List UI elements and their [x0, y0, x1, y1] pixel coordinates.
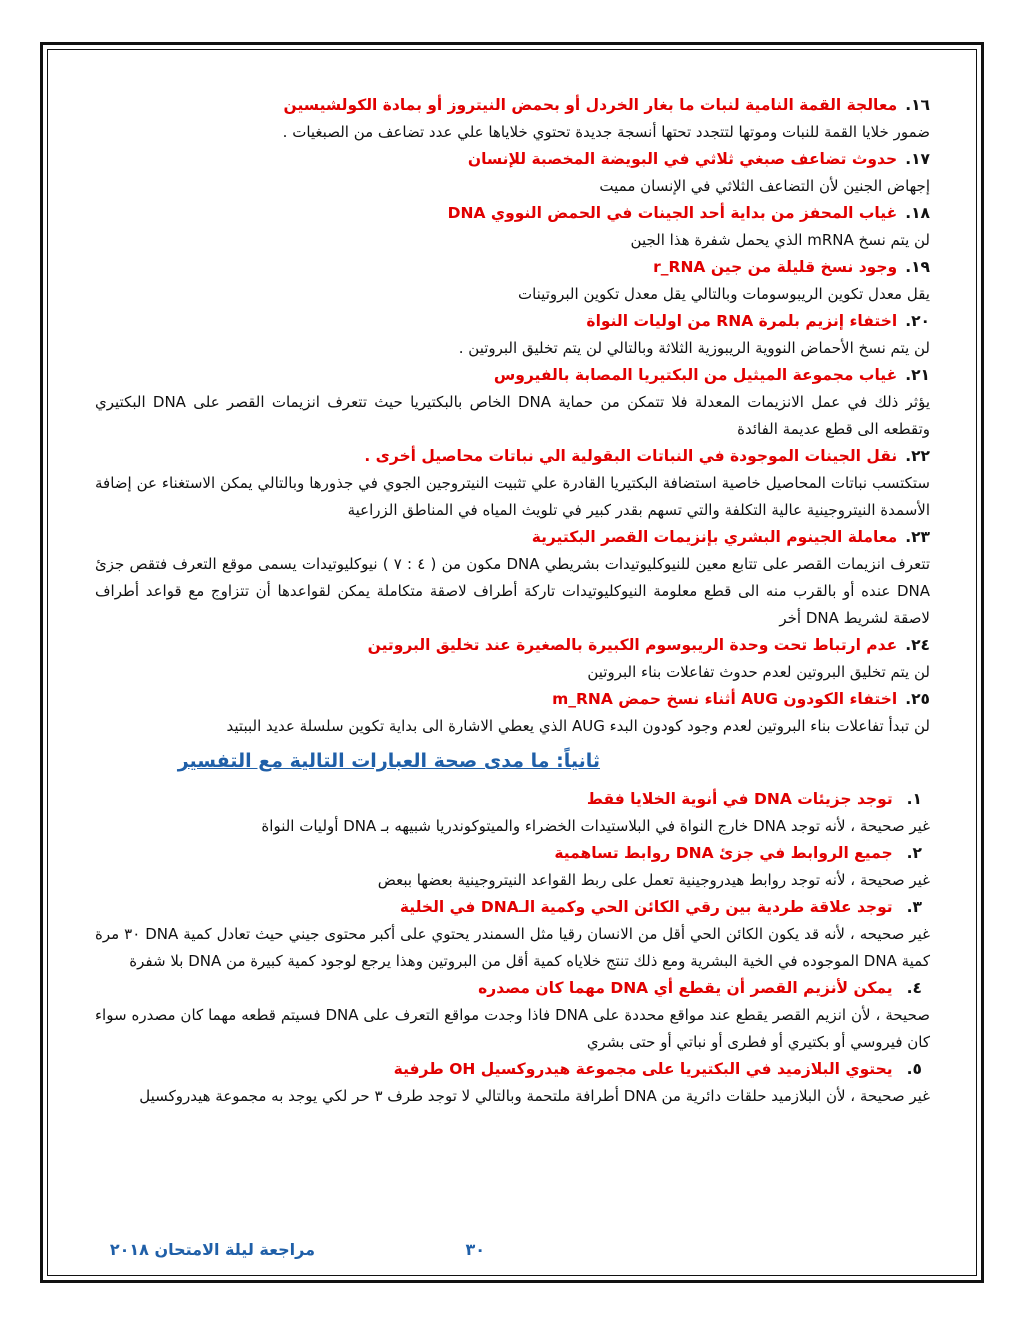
question-heading	[95, 200, 930, 227]
question-item	[95, 254, 930, 308]
question-text: غياب المحفز من بداية أحد الجينات في الحمض النووي DNA	[447, 204, 898, 222]
question-text: وجود نسخ قليلة من جين r_RNA	[653, 258, 898, 276]
answer-text: لن تبدأ تفاعلات بناء البروتين لعدم وجود كودون البدء AUG الذي يعطي الاشارة الى بداية تكوين سلسلة عديد الببتيد	[226, 717, 930, 735]
question-text: معالجة القمة النامية لنبات ما بغار الخردل أو بحمض النيتروز أو بمادة الكولشيسين	[283, 96, 898, 114]
question-item	[95, 200, 930, 254]
footer-title: مراجعة ليلة الامتحان ٢٠١٨	[109, 1240, 315, 1259]
question-text: يمكن لأنزيم القصر أن يقطع أي DNA مهما كان مصدره	[478, 979, 893, 997]
question-heading	[95, 632, 930, 659]
question-heading	[95, 1056, 922, 1083]
question-heading	[95, 254, 930, 281]
question-heading	[95, 308, 930, 335]
question-text: اختفاء الكودون AUG أثناء نسخ حمض m_RNA	[552, 690, 898, 708]
question-text: توجد جزيئات DNA في أنوية الخلايا فقط	[586, 790, 893, 808]
answer-text: غير صحيحه ، لأنه قد يكون الكائن الحي أقل من الانسان رقيا مثل السمندر يحتوي على أكبر محتوى جيني حيث تعادل كمية DNA ٣٠ مرة كمية DNA الموجوده في الخية البشرية ومع ذلك تنتج خلاياه كمية أقل من البروتين وهذا يرجع لوجود كمية كبيرة من DNA بلا شفرة	[95, 925, 930, 970]
answer-text: يؤثر ذلك في عمل الانزيمات المعدلة فلا تتمكن من حماية DNA الخاص بالبكتيريا حيث تتعرف انزيمات القصر على DNA البكتيري وتقطعه الى قطع عديمة الفائدة	[95, 393, 930, 438]
answer-text: لن يتم نسخ الأحماض النووية الريبوزية الثلاثة وبالتالي لن يتم تخليق البروتين .	[458, 339, 930, 357]
answer-text: لن يتم نسخ mRNA الذي يحمل شفرة هذا الجين	[630, 231, 930, 249]
answer-text: ستكتسب نباتات المحاصيل خاصية استضافة البكتيريا القادرة علي تثبيت النيتروجين الجوي في جذورها وبالتالي يمكن الاستغناء عن إضافة الأسمدة النيتروجينية عالية التكلفة والتي تسهم بقدر كبير في تلويث المياه في المناطق الزراعية	[95, 474, 930, 519]
question-number: ٢٤.	[905, 636, 930, 654]
question-number: ٥.	[906, 1060, 922, 1078]
question-heading	[95, 443, 930, 470]
question-text: نقل الجينات الموجودة في النباتات البقولية الي نباتات محاصيل أخرى .	[364, 447, 898, 465]
answer-text: ضمور خلايا القمة للنبات وموتها لتتجدد تحتها أنسجة جديدة تحتوي خلاياها علي عدد تضاعف من الصبغيات .	[282, 123, 930, 141]
question-item	[95, 146, 930, 200]
answer-text: غير صحيحة ، لأنه توجد DNA خارج النواة في البلاستيدات الخضراء والميتوكوندريا شبيهه بـ DNA أوليات النواة	[261, 817, 930, 835]
section-true-false	[95, 786, 930, 1110]
answer-text: صحيحة ، لأن انزيم القصر يقطع عند مواقع محددة على DNA فاذا وجدت مواقع التعرف على DNA فسيتم قطعه مهما كان مصدره سواء كان فيروسي أو بكتيري أو فطرى أو نباتي أو حتى بشري	[95, 1006, 930, 1051]
question-heading	[95, 975, 922, 1002]
page-content	[95, 92, 930, 1110]
question-text: غياب مجموعة الميثيل من البكتيريا المصابة بالفيروس	[493, 366, 898, 384]
question-item	[95, 686, 930, 740]
answer-text: غير صحيحة ، لأن البلازميد حلقات دائرية من DNA أطرافة ملتحمة وبالتالي لا توجد طرف ٣ حر لكي يوجد به مجموعة هيدروكسيل	[139, 1087, 930, 1105]
question-heading	[95, 362, 930, 389]
question-number: ١٦.	[905, 96, 930, 114]
question-text: معاملة الجينوم البشري بإنزيمات القصر البكتيرية	[531, 528, 898, 546]
question-number: ٢٢.	[905, 447, 930, 465]
question-number: ٢٣.	[905, 528, 930, 546]
question-item	[95, 362, 930, 443]
question-text: جميع الروابط في جزئ DNA روابط تساهمية	[554, 844, 893, 862]
question-number: ١٨.	[905, 204, 930, 222]
question-item	[95, 524, 930, 632]
section-title: ثانياً: ما مدى صحة العبارات التالية مع التفسير	[177, 750, 600, 772]
answer-text: لن يتم تخليق البروتين لعدم حدوث تفاعلات بناء البروتين	[587, 663, 930, 681]
question-number: ٢.	[906, 844, 922, 862]
question-heading	[95, 786, 922, 813]
question-item	[95, 786, 930, 840]
page-number: ٣٠	[465, 1240, 485, 1259]
question-heading	[95, 686, 930, 713]
question-number: ٤.	[906, 979, 922, 997]
question-item	[95, 443, 930, 524]
question-number: ٣.	[906, 898, 922, 916]
question-number: ٢٥.	[905, 690, 930, 708]
page-footer	[95, 1240, 930, 1266]
section-explanations	[95, 92, 930, 740]
question-heading	[95, 92, 930, 119]
question-heading	[95, 146, 930, 173]
question-item	[95, 308, 930, 362]
question-heading	[95, 840, 922, 867]
question-item	[95, 92, 930, 146]
question-heading	[95, 894, 922, 921]
question-number: ١٧.	[905, 150, 930, 168]
question-text: اختفاء إنزيم بلمرة RNA من اوليات النواة	[586, 312, 898, 330]
answer-text: إجهاض الجنين لأن التضاعف الثلاثي في الإنسان مميت	[599, 177, 930, 195]
question-item	[95, 894, 930, 975]
question-text: توجد علاقة طردية بين رقي الكائن الحي وكمية الـDNA في الخلية	[399, 898, 893, 916]
question-text: عدم ارتباط تحت وحدة الريبوسوم الكبيرة بالصغيرة عند تخليق البروتين	[367, 636, 898, 654]
question-text: يحتوي البلازميد في البكتيريا على مجموعة هيدروكسيل OH طرفية	[393, 1060, 893, 1078]
question-item	[95, 975, 930, 1056]
question-heading	[95, 524, 930, 551]
answer-text: غير صحيحة ، لأنه توجد روابط هيدروجينية تعمل على ربط القواعد النيتروجينية بعضها ببعض	[377, 871, 930, 889]
question-item	[95, 1056, 930, 1110]
answer-text: تتعرف انزيمات القصر على تتابع معين للنيوكليوتيدات بشريطي DNA مكون من ( ٤ : ٧ ) نيوكليوتيدات يسمى موقع التعرف فتقص جزئ DNA عنده أو بالقرب منه الى قطع معلومة النيوكليوتيدات تاركة أطراف لاصقة متكاملة يمكن لقواعدها أن تتزاوج مع قواعد أطراف لاصقة لشريط DNA أخر	[95, 555, 931, 627]
answer-text: يقل معدل تكوين الريبوسومات وبالتالي يقل معدل تكوين البروتينات	[517, 285, 930, 303]
question-number: ٢١.	[905, 366, 930, 384]
question-number: ١٩.	[905, 258, 930, 276]
question-number: ٢٠.	[905, 312, 930, 330]
question-number: ١.	[906, 790, 922, 808]
question-item	[95, 840, 930, 894]
question-text: حدوث تضاعف صبغي ثلاثي في البويضة المخصبة للإنسان	[467, 150, 898, 168]
question-item	[95, 632, 930, 686]
